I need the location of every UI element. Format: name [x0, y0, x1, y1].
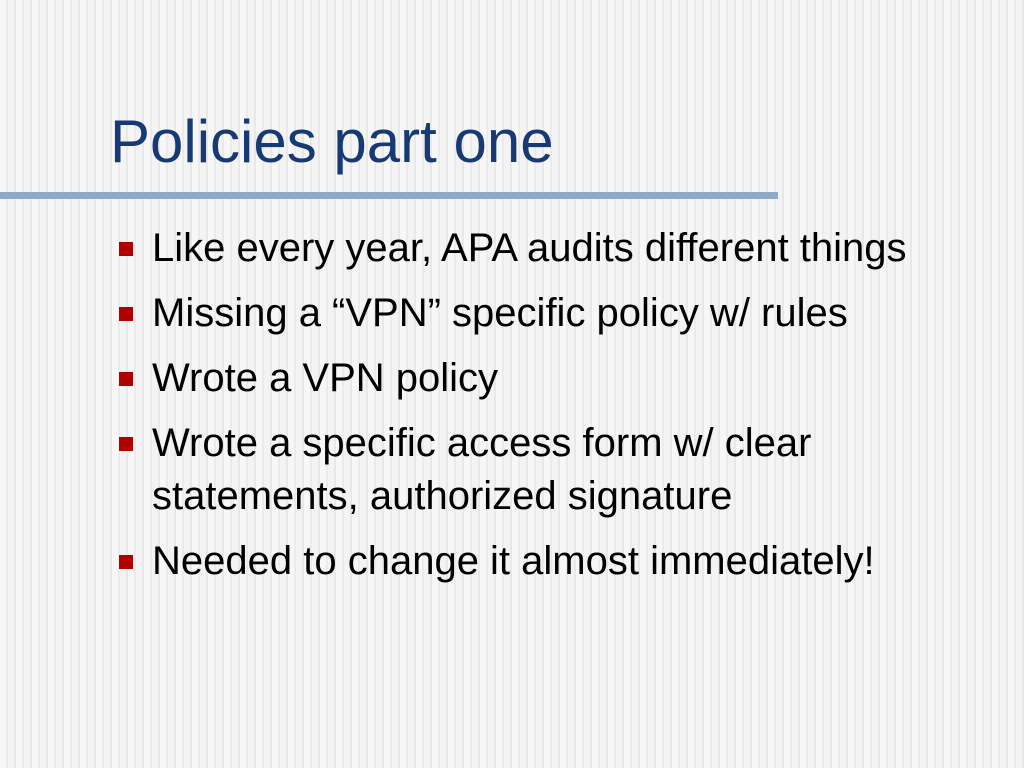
bullet-list: [112, 222, 992, 600]
bullet-item: [112, 222, 992, 275]
slide-title: Policies part one: [110, 108, 554, 175]
bullet-item: [112, 352, 992, 405]
bullet-text: Wrote a VPN policy: [152, 356, 499, 400]
title-underline-rule: [0, 192, 778, 199]
bullet-item: [112, 287, 992, 340]
bullet-text: Wrote a specific access form w/ clear statements, authorized signature: [152, 421, 812, 518]
square-bullet-icon: [119, 242, 133, 256]
bullet-text: Like every year, APA audits different things: [152, 226, 907, 270]
square-bullet-icon: [119, 307, 133, 321]
square-bullet-icon: [119, 372, 133, 386]
bullet-text: Needed to change it almost immediately!: [152, 539, 875, 583]
square-bullet-icon: [119, 555, 133, 569]
square-bullet-icon: [119, 437, 133, 451]
bullet-text: Missing a “VPN” specific policy w/ rules: [152, 291, 848, 335]
bullet-item: [112, 417, 992, 523]
bullet-item: [112, 535, 992, 588]
